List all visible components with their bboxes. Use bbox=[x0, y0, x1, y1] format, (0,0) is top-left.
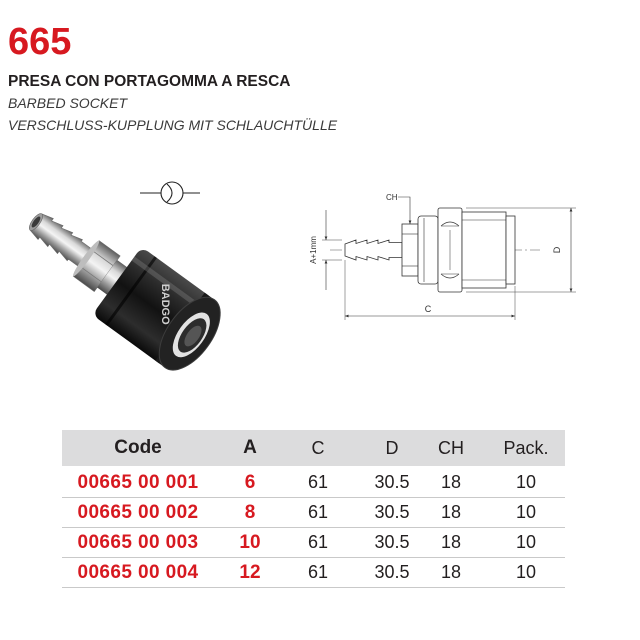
col-header-ch: CH bbox=[438, 438, 464, 458]
title-german: VERSCHLUSS-KUPPLUNG MIT SCHLAUCHTÜLLE bbox=[8, 117, 338, 133]
title-english: BARBED SOCKET bbox=[8, 95, 128, 111]
cell-ch: 18 bbox=[440, 502, 462, 522]
cell-pack: 10 bbox=[515, 472, 537, 492]
cell-pack: 10 bbox=[515, 502, 537, 522]
table-row bbox=[62, 558, 565, 588]
col-header-c: C bbox=[311, 438, 325, 458]
col-header-a: A bbox=[243, 437, 257, 458]
table-row bbox=[62, 468, 565, 498]
drawing-hex bbox=[402, 224, 418, 276]
cell-code: 00665 00 003 bbox=[77, 532, 199, 553]
drawing-barb bbox=[345, 240, 402, 260]
cell-a: 12 bbox=[239, 562, 261, 583]
cell-pack: 10 bbox=[515, 562, 537, 582]
table-header-row bbox=[62, 430, 565, 466]
cell-ch: 18 bbox=[440, 532, 462, 552]
cell-a: 8 bbox=[244, 502, 256, 523]
col-header-code: Code bbox=[114, 437, 162, 458]
dimension-a-label: A+1mm bbox=[309, 236, 318, 264]
product-photo bbox=[20, 200, 225, 385]
technical-drawing bbox=[300, 185, 590, 330]
product-logo: BADGO bbox=[158, 283, 171, 325]
cell-d: 30.5 bbox=[374, 502, 410, 522]
table-row bbox=[62, 528, 565, 558]
dimension-c-label: C bbox=[424, 304, 432, 314]
cell-code: 00665 00 004 bbox=[77, 562, 199, 583]
cell-a: 6 bbox=[244, 472, 256, 493]
table-row bbox=[62, 498, 565, 528]
dimension-ch-label: CH bbox=[386, 193, 398, 202]
cell-ch: 18 bbox=[440, 562, 462, 582]
cell-code: 00665 00 002 bbox=[77, 502, 199, 523]
cell-ch: 18 bbox=[440, 472, 462, 492]
title-italian: PRESA CON PORTAGOMMA A RESCA bbox=[8, 73, 291, 90]
dimension-d-label: D bbox=[552, 246, 562, 254]
col-header-d: D bbox=[385, 438, 399, 458]
cell-c: 61 bbox=[307, 532, 329, 552]
cell-d: 30.5 bbox=[374, 532, 410, 552]
cell-c: 61 bbox=[307, 562, 329, 582]
cell-d: 30.5 bbox=[374, 562, 410, 582]
cell-a: 10 bbox=[239, 532, 261, 553]
cell-code: 00665 00 001 bbox=[77, 472, 199, 493]
cell-d: 30.5 bbox=[374, 472, 410, 492]
cell-pack: 10 bbox=[515, 532, 537, 552]
item-number: 665 bbox=[8, 21, 72, 63]
cell-c: 61 bbox=[307, 502, 329, 522]
cell-c: 61 bbox=[307, 472, 329, 492]
col-header-pack: Pack. bbox=[503, 438, 549, 458]
product-table bbox=[62, 430, 565, 588]
